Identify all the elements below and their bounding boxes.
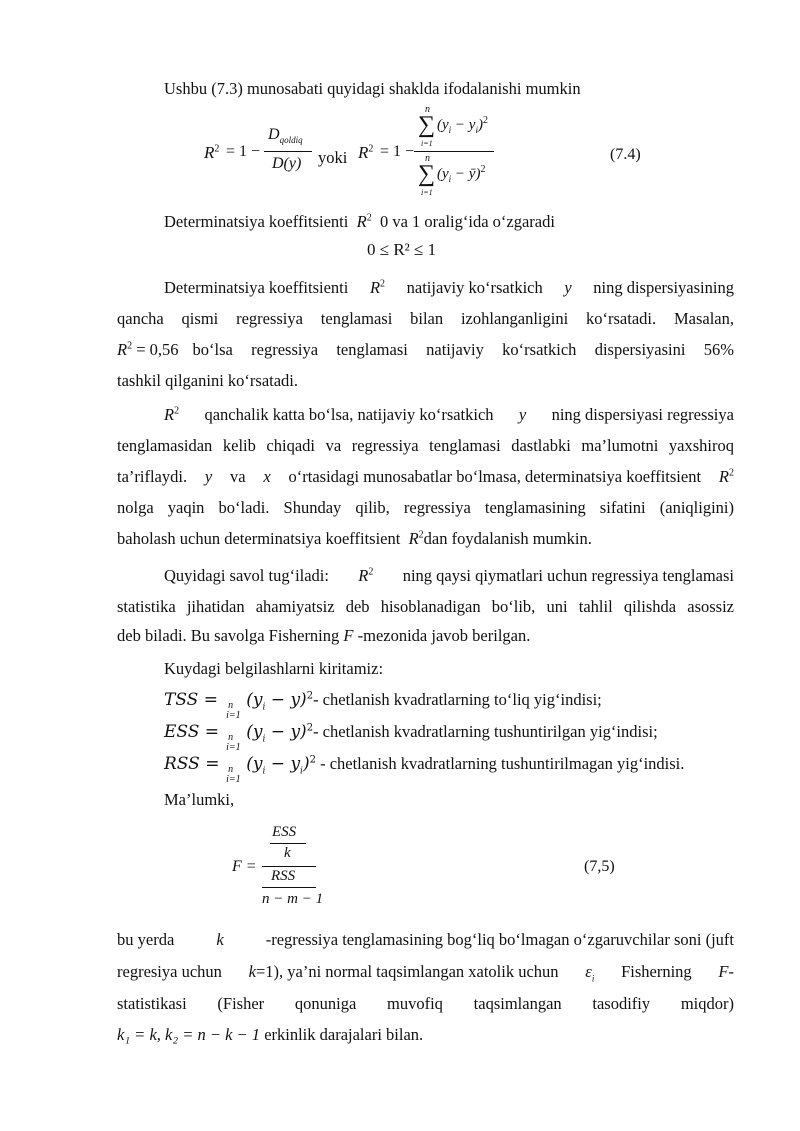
notation-intro: Kuydagi belgilashlarni kiritamiz: (164, 659, 384, 678)
eq75-F: F = (232, 858, 257, 875)
document-page: Ushbu (7.3) munosabati quyidagi shaklda ifodalanishi mumkin $R^2$ = 1 − $D_{qoldiq}$ D(y) yoki $R^2$ = 1 − n ∑ i=1 $(y_i - y_i)^2$ n ∑ i=1 ($y_i$ − ȳ)$^2$ (7.4) Determinatsiya koeffitsienti $R^2$ 0 va 1 oralig‘ida o‘zgaradi 0 ≤ R² ≤ 1 Determinatsiya koeffitsienti $R^2$ natijaviy ko‘rsatkich y ning dispersiyasining qancha qismi regressiya tenglamasi bilan izohlanganligini ko‘rsatadi. Masalan, $R^2 = 0,56$ bo‘lsa regressiya tenglamasi natijaviy ko‘rsatkich dispersiyasini 56% tashkil qilganini ko‘rsatadi. $R^2$ qanchalik katta bo‘lsa, natijaviy ko‘rsatkich y ning dispersiyasi regressiya tenglamasidan kelib chiqadi va regressiya tenglamasi dastlabki ma’lumotni yaxshiroq ta’riflaydi. y va x o‘rtasidagi munosabatlar bo‘lmasa, determinatsiya koeffitsient $R^2$ nolga yaqin bo‘ladi. Shunday qilib, regressiya tenglamasining sifatini (aniqligini) baholash uchun determinatsiya koeffitsient $R^2dan$ foydalanish mumkin. Quyidagi savol tug‘iladi: $R^2$ ning qaysi qiymatlari uchun regressiya tenglamasi statistika jihatidan ahamiyatsiz deb hisoblanadigan bo‘lib, uni tahlil qilishda asossiz deb biladi. Bu savolga Fisherning F -mezonida javob berilgan. Kuydagi belgilashlarni kiritamiz: TSS = n i=1 $(y_i - y)^2-$ chetlanish kvadratlarning to‘liq yig‘indisi; ESS = n i=1 $(y_i - y)^2-$ chetlanish kvadratlarning tushuntirilgan yig‘indisi; RSS = n i=1 $(y_i - y_i)^2$ - chetlanish kvadratlarning tushuntirilmagan yig‘indisi. Ma’lumki, F = ESS k RSS n − m − 1 (7,5) bu yerda k -regressiya tenglamasining bog‘liq bo‘lmagan o‘zgaruvchilar soni (juft regresiya uchun k=1), ya’ni normal taqsimlangan xatolik uchun $\varepsilon_i$ Fisherning F- statistikasi (Fisher qonuniga muvofiq taqsimlangan tasodifiy miqdor) k₁ = k, k₂ = n − k − 1 erkinlik darajalari bilan. (117, 79, 734, 1044)
eq75-number: (7,5) (584, 858, 615, 875)
eq74-d-den: D(y) (272, 155, 302, 172)
sigma-icon: ∑ (418, 161, 436, 187)
def-ess: ESS = n i=1 $(y_i - y)^2-$ chetlanish kvadratlarning tushuntirilgan yig‘indisi; (164, 722, 658, 753)
para2-line5: baholash uchun determinatsiya koeffitsient $R^2dan$ foydalanish mumkin. (117, 529, 592, 548)
intro-line: Ushbu (7.3) munosabati quyidagi shaklda ifodalanishi mumkin (164, 79, 581, 98)
para2-line4: nolga yaqin bo‘ladi. Shunday qilib, regressiya tenglamasining sifatini (aniqligini) (117, 498, 734, 517)
para1-line3: $R^2 = 0,56$ bo‘lsa regressiya tenglamasi natijaviy ko‘rsatkich dispersiyasini 56% (117, 340, 734, 359)
eq75-denominator: n − m − 1 (262, 891, 324, 907)
eq75-main-frac-line (262, 866, 316, 867)
eq74-d-num: D (268, 126, 280, 143)
sigma-icon: ∑ (418, 112, 436, 138)
eq74-lhs: R (204, 143, 215, 162)
para2-line1: $R^2$ qanchalik katta bo‘lsa, natijaviy ko‘rsatkich y ning dispersiyasi regressiya (164, 405, 734, 424)
eq74-number: (7.4) (610, 146, 641, 163)
para3-line1: Quyidagi savol tug‘iladi: $R^2$ ning qaysi qiymatlari uchun regressiya tenglamasi (164, 566, 734, 585)
def-rss: RSS = n i=1 $(y_i - y_i)^2$ - chetlanish kvadratlarning tushuntirilmagan yig‘indisi. (164, 754, 685, 785)
eq74-yoki: yoki (318, 148, 348, 167)
para3-line2: statistika jihatidan ahamiyatsiz deb hisoblanadigan bo‘lib, uni tahlil qilishda asossiz (117, 597, 734, 616)
eq74-frac-line-right (414, 151, 494, 152)
eq74-frac-line-left (264, 151, 312, 152)
para2-line2: tenglamasidan kelib chiqadi va regressiya tenglamasi dastlabki ma’lumotni yaxshiroq (117, 436, 734, 455)
eq74-one-minus: = 1 − (226, 143, 261, 160)
para4-line1: bu yerda k -regressiya tenglamasining bog‘liq bo‘lmagan o‘zgaruvchilar soni (juft (117, 930, 734, 949)
det-range-formula: 0 ≤ R² ≤ 1 (367, 240, 437, 259)
para1-line4: tashkil qilganini ko‘rsatadi. (117, 371, 299, 390)
malumki: Ma’lumki, (164, 790, 235, 809)
eq75-rss: RSS (271, 868, 296, 884)
eq74-rhs-one-minus: = 1 − (380, 143, 415, 160)
def-tss: TSS = n i=1 $(y_i - y)^2-$ chetlanish kvadratlarning to‘liq yig‘indisi; (164, 690, 602, 721)
para1-line2: qancha qismi regressiya tenglamasi bilan izohlanganligini ko‘rsatadi. Masalan, (117, 309, 734, 328)
para1-line1: Determinatsiya koeffitsienti $R^2$ natijaviy ko‘rsatkich y ning dispersiyasining (164, 278, 734, 297)
det-range-line: Determinatsiya koeffitsienti $R^2$ 0 va 1 oralig‘ida o‘zgaradi (164, 212, 555, 231)
para4-line4: k₁ = k, k₂ = n − k − 1 erkinlik darajalari bilan. (117, 1025, 424, 1044)
eq75-ess: ESS (272, 824, 297, 840)
eq75-k: k (284, 845, 291, 861)
para4-line3: statistikasi (Fisher qonuniga muvofiq taqsimlangan tasodifiy miqdor) (117, 994, 734, 1013)
para2-line3: ta’riflaydi. y va x o‘rtasidagi munosabatlar bo‘lmasa, determinatsiya koeffitsient $R^2$ (117, 467, 734, 486)
para3-line3: deb biladi. Bu savolga Fisherning F -mezonida javob berilgan. (117, 626, 531, 645)
para4-line2: regresiya uchun k=1), ya’ni normal taqsimlangan xatolik uchun $\varepsilon_i$ Fisherning F- (117, 962, 734, 984)
eq74-rhs-lhs: R (358, 143, 369, 162)
